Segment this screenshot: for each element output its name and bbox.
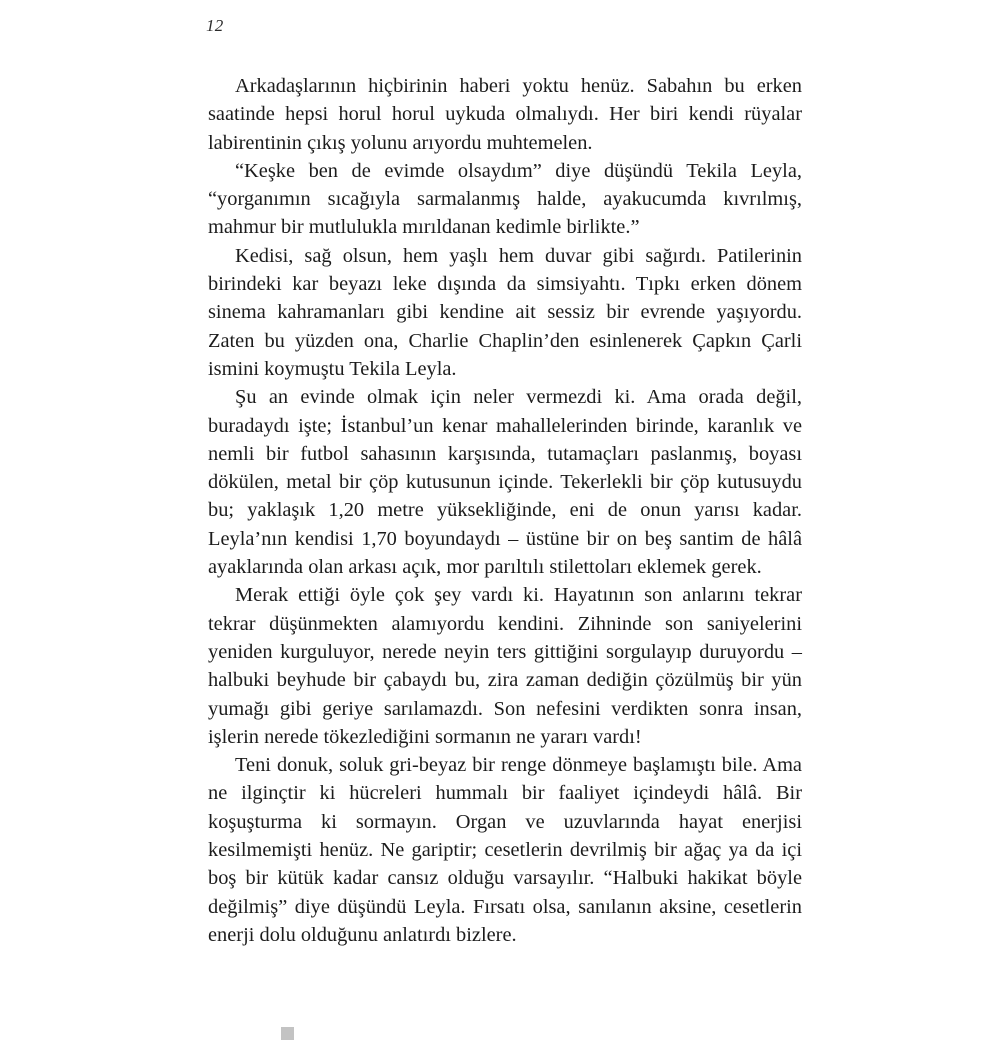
paragraph: Merak ettiği öyle çok şey vardı ki. Hayatının son anlarını tekrar tekrar düşünmekten alamıyordu kendini. Zihninde son saniyelerini yeniden kurguluyor, nerede neyin ters gittiğini sorgulayıp duruyordu – halbuki beyhude bir çabaydı bu, zira zaman dediğin çözülmüş bir yün yumağı gibi geriye sarılamazdı. Son nefesini verdikten sonra insan, işlerin nerede tökezlediğini sormanın ne yararı vardı! [208,584,802,748]
paragraph: Şu an evinde olmak için neler vermezdi ki. Ama orada değil, buradaydı işte; İstanbul’un kenar mahallelerinden birinde, karanlık ve nemli bir futbol sahasının karşısında, tutamaçları paslanmış, boyası dökülen, metal bir çöp kutusunun içinde. Tekerlekli bir çöp kutusuydu bu; yaklaşık 1,20 metre yüksekliğinde, eni de onun yarısı kadar. Leyla’nın kendisi 1,70 boyundaydı – üstüne bir on beş santim de hâlâ ayaklarında olan arkası açık, mor parıltılı stilettoları eklemek gerek. [208,386,802,579]
body-text-block [208,72,802,949]
page-number: 12 [206,16,224,35]
paragraph: Teni donuk, soluk gri-beyaz bir renge dönmeye başlamıştı bile. Ama ne ilginçtir ki hücreleri hummalı bir faaliyet içindeydi hâlâ. Bir koşuşturma ki sormayın. Organ ve uzuvlarında hayat enerjisi kesilmemişti henüz. Ne gariptir; cesetlerin devrilmiş bir ağaç ya da içi boş bir kütük kadar cansız olduğu varsayılır. “Halbuki hakikat böyle değilmiş” diye düşündü Leyla. Fırsatı olsa, sanılanın aksine, cesetlerin enerji dolu olduğunu anlatırdı bizlere. [208,754,802,946]
paragraph: Kedisi, sağ olsun, hem yaşlı hem duvar gibi sağırdı. Patilerinin birindeki kar beyazı leke dışında da simsiyahtı. Tıpkı erken dönem sinema kahramanları gibi kendine ait sessiz bir evrende yaşıyordu. Zaten bu yüzden ona, Charlie Chaplin’den esinlenerek Çapkın Çarli ismini koymuştu Tekila Leyla. [208,244,802,380]
paragraph: Arkadaşlarının hiçbirinin haberi yoktu henüz. Sabahın bu erken saatinde hepsi horul horul uykuda olmalıydı. Her biri kendi rüyalar labirentinin çıkış yolunu arıyordu muhtemelen. [208,75,802,154]
paragraph: “Keşke ben de evimde olsaydım” diye düşündü Tekila Leyla, “yorganımın sıcağıyla sarmalanmış halde, ayakucumda kıvrılmış, mahmur bir mutlulukla mırıldanan kedimle birlikte.” [208,159,802,239]
scan-smudge-artifact [281,1027,294,1040]
